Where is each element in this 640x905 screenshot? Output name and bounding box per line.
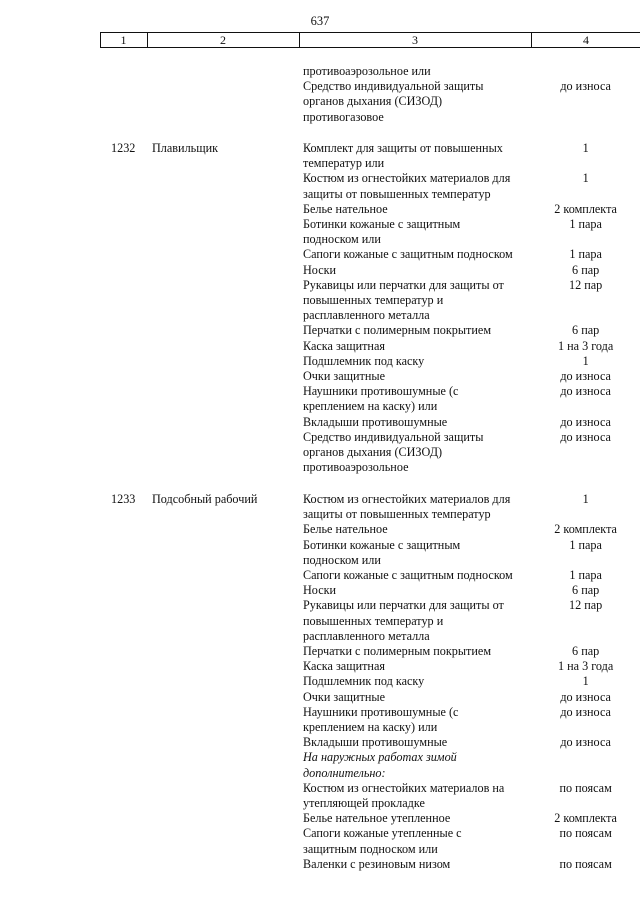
list-item xyxy=(0,415,640,430)
item-quantity: по поясам xyxy=(559,780,612,795)
item-quantity: 2 комплекта xyxy=(554,201,617,216)
list-item xyxy=(0,568,640,583)
profession-name: Подсобный рабочий xyxy=(152,492,258,506)
item-quantity: 6 пар xyxy=(572,262,600,277)
list-item xyxy=(0,811,640,826)
header-col-4: 4 xyxy=(583,33,589,47)
item-quantity: 1 пара xyxy=(569,568,602,583)
item-name: Наушники противошумные (с креплением на каску) или xyxy=(303,384,459,414)
item-name: Вкладыши противошумные xyxy=(303,735,448,750)
item-name: Белье нательное утепленное xyxy=(303,811,451,826)
item-name: Костюм из огнестойких материалов для защиты от повышенных температур xyxy=(303,492,511,522)
item-name: Каска защитная xyxy=(303,338,385,353)
item-name: Валенки с резиновым низом xyxy=(303,856,451,871)
item-quantity: до износа xyxy=(560,414,611,429)
item-quantity: до износа xyxy=(560,384,611,399)
list-item xyxy=(0,278,640,324)
list-item xyxy=(0,247,640,262)
item-name: Ботинки кожаные с защитным подноском или xyxy=(303,217,461,247)
list-item xyxy=(0,263,640,278)
item-quantity: 6 пар xyxy=(572,323,600,338)
item-name: Ботинки кожаные с защитным подноском или xyxy=(303,537,461,567)
item-name: Наушники противошумные (с креплением на каску) или xyxy=(303,704,459,735)
item-name: Очки защитные xyxy=(303,689,385,704)
section-rows xyxy=(0,141,640,475)
item-name: Носки xyxy=(303,583,337,598)
list-item xyxy=(0,674,640,689)
list-item xyxy=(0,583,640,598)
item-quantity: по поясам xyxy=(559,826,612,841)
item-quantity: 1 xyxy=(582,141,589,155)
list-item xyxy=(0,522,640,537)
list-item xyxy=(0,430,640,476)
list-item xyxy=(0,598,640,644)
list-item xyxy=(0,79,640,125)
list-item xyxy=(0,141,640,171)
section-number: 1232 xyxy=(111,141,136,155)
list-item xyxy=(0,384,640,414)
item-name: Рукавицы или перчатки для защиты от повышенных температур и расплавленного металла xyxy=(303,598,504,643)
item-quantity: до износа xyxy=(560,429,611,444)
section-note xyxy=(0,750,640,780)
list-item xyxy=(0,735,640,750)
item-name: Комплект для защиты от повышенных температур или xyxy=(303,141,503,171)
section-number: 1233 xyxy=(111,492,136,506)
list-item xyxy=(0,64,640,79)
item-quantity: до износа xyxy=(560,79,611,94)
table-header xyxy=(100,32,640,48)
list-item xyxy=(0,492,640,522)
item-quantity: 1 xyxy=(582,492,589,506)
item-quantity: 6 пар xyxy=(572,644,600,659)
item-name: Перчатки с полимерным покрытием xyxy=(303,323,492,338)
item-quantity: до износа xyxy=(560,369,611,384)
intro-rows xyxy=(0,64,640,125)
list-item xyxy=(0,826,640,856)
item-name: Рукавицы или перчатки для защиты от повышенных температур и расплавленного металла xyxy=(303,277,504,323)
item-quantity: 12 пар xyxy=(569,277,603,292)
item-name: Белье нательное xyxy=(303,201,388,216)
item-quantity: 1 пара xyxy=(569,217,602,232)
item-name: Носки xyxy=(303,262,337,277)
list-item xyxy=(0,538,640,568)
item-quantity: 2 комплекта xyxy=(554,811,617,826)
item-name: Сапоги кожаные с защитным подноском xyxy=(303,247,513,262)
list-item xyxy=(0,781,640,811)
item-name: Каска защитная xyxy=(303,659,385,674)
list-item xyxy=(0,857,640,872)
item-name: Вкладыши противошумные xyxy=(303,414,448,429)
list-item xyxy=(0,323,640,338)
item-quantity: 1 xyxy=(582,353,589,368)
item-quantity: до износа xyxy=(560,735,611,750)
section-rows xyxy=(0,492,640,872)
item-name: Костюм из огнестойких материалов для защиты от повышенных температур xyxy=(303,171,511,201)
item-name: Костюм из огнестойких материалов на утепляющей прокладке xyxy=(303,780,505,811)
item-name: Подшлемник под каску xyxy=(303,674,425,689)
list-item xyxy=(0,659,640,674)
item-name: Белье нательное xyxy=(303,522,388,537)
list-item xyxy=(0,354,640,369)
item-name: Очки защитные xyxy=(303,369,385,384)
header-col-3: 3 xyxy=(412,33,418,47)
item-quantity: 1 xyxy=(582,674,589,689)
page-number: 637 xyxy=(310,14,330,28)
item-name: Средство индивидуальной защиты органов дыхания (СИЗОД) противогазовое xyxy=(303,79,484,124)
item-name: Средство индивидуальной защиты органов дыхания (СИЗОД) противоаэрозольное xyxy=(303,429,484,475)
list-item xyxy=(0,202,640,217)
item-quantity: 1 на 3 года xyxy=(557,338,614,353)
list-item xyxy=(0,690,640,705)
list-item xyxy=(0,705,640,735)
item-quantity: 1 на 3 года xyxy=(557,659,614,674)
list-item xyxy=(0,369,640,384)
item-quantity: 2 комплекта xyxy=(554,522,617,537)
item-quantity: 1 пара xyxy=(569,247,602,262)
header-col-1: 1 xyxy=(120,33,127,47)
item-quantity: 6 пар xyxy=(572,583,600,598)
item-quantity: до износа xyxy=(560,689,611,704)
list-item xyxy=(0,339,640,354)
item-name: Сапоги кожаные с защитным подноском xyxy=(303,568,513,583)
item-quantity: 12 пар xyxy=(569,598,603,613)
item-name: Подшлемник под каску xyxy=(303,353,425,368)
item-name: Сапоги кожаные утепленные с защитным подноском или xyxy=(303,826,462,856)
item-name: противоаэрозольное или xyxy=(303,64,431,78)
item-name: Перчатки с полимерным покрытием xyxy=(303,644,492,659)
list-item xyxy=(0,644,640,659)
item-quantity: 1 xyxy=(582,171,589,186)
list-item xyxy=(0,171,640,201)
item-quantity: 1 пара xyxy=(569,537,602,552)
list-item xyxy=(0,217,640,247)
item-quantity: до износа xyxy=(560,704,611,719)
item-quantity: по поясам xyxy=(559,856,612,871)
item-name: На наружных работах зимой дополнительно: xyxy=(303,750,457,780)
profession-name: Плавильщик xyxy=(152,141,219,155)
header-col-2: 2 xyxy=(220,33,226,47)
